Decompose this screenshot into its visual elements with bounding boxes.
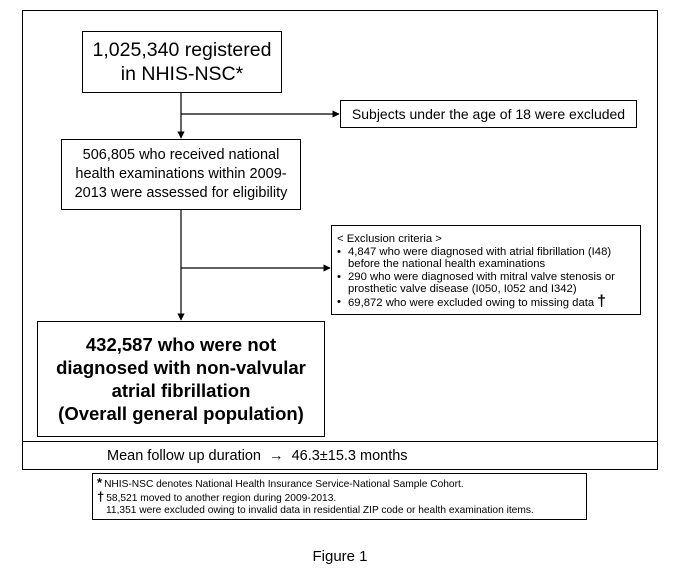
final-line-3: atrial fibrillation: [111, 380, 251, 401]
registered-line-2: in NHIS-NSC*: [120, 63, 244, 85]
assessed-box: [61, 139, 301, 210]
exclusion-item-af-line-1: • 4,847 who were diagnosed with atrial fibrillation (I48): [348, 245, 612, 258]
exclusion-item-af: [337, 246, 640, 271]
footnotes-box: [92, 473, 587, 520]
final-line-4: (Overall general population): [58, 403, 304, 424]
assessed-line-3: 2013 were assessed for eligibility: [74, 185, 288, 201]
follow-up-text: Mean follow up duration → 46.3±15.3 months: [107, 448, 408, 464]
exclusion-item-af-line-2: before the national health examinations: [348, 258, 546, 271]
footnote-dagger-line-1: 58,521 moved to another region during 2009-2013.: [106, 493, 337, 504]
exclusion-item-valve-line-2: prosthetic valve disease (I050, I052 and I342): [348, 283, 577, 296]
registered-line-1: 1,025,340 registered: [92, 39, 272, 61]
exclusion-criteria-title: < Exclusion criteria >: [337, 233, 442, 245]
exclusion-criteria-list: [337, 246, 640, 310]
footnote-dagger: [97, 491, 586, 505]
exclusion-item-missing-line-1: [348, 292, 640, 310]
footnote-dagger-line-2: 11,351 were excluded owing to invalid data in residential ZIP code or health examination items.: [106, 505, 534, 516]
exclusion-item-valve: [337, 271, 640, 296]
final-line-1: 432,587 who were not: [85, 334, 277, 355]
assessed-line-2: health examinations within 2009-: [75, 166, 287, 182]
exclusion-item-missing-text: 69,872 who were excluded owing to missing data: [348, 296, 595, 309]
age-exclusion-box: [340, 100, 637, 128]
dagger-mark: †: [597, 292, 607, 310]
exclusion-item-valve-line-1: • 290 who were diagnosed with mitral valve stenosis or: [348, 270, 615, 283]
final-population-box: [37, 321, 325, 437]
final-line-2: diagnosed with non-valvular: [56, 357, 306, 378]
assessed-line-1: 506,805 who received national: [82, 147, 280, 163]
footnote-dagger-symbol: †: [97, 489, 105, 504]
exclusion-criteria-box: [331, 225, 641, 315]
footnote-star-symbol: *: [97, 475, 103, 490]
figure-caption: Figure 1: [312, 548, 368, 565]
registered-box: [82, 31, 282, 93]
exclusion-item-missing: [337, 292, 640, 310]
footnote-star-text: NHIS-NSC denotes National Health Insurance Service-National Sample Cohort.: [104, 479, 464, 490]
age-exclusion-text: Subjects under the age of 18 were excluded: [351, 106, 626, 122]
footnote-star: [97, 477, 586, 491]
